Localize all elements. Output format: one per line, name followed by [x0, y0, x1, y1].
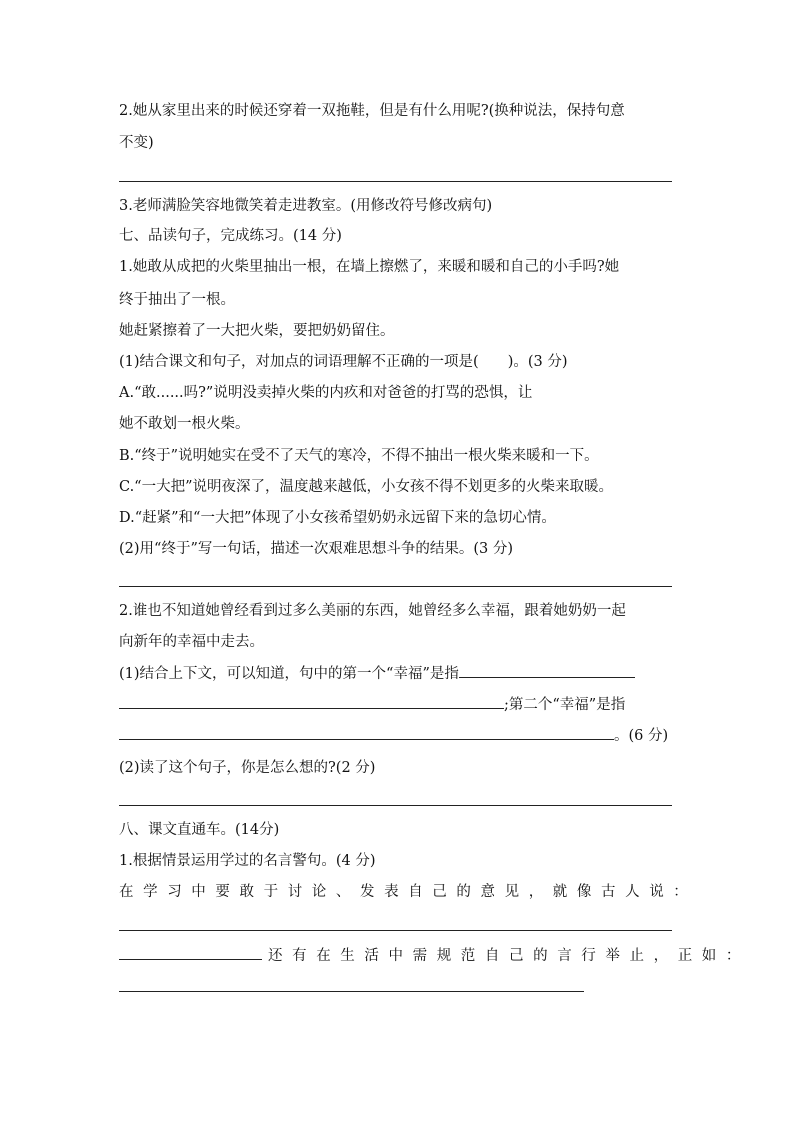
- q8-1-line2: [119, 945, 750, 966]
- answer-line[interactable]: [119, 586, 672, 587]
- q7-2-sub1-a-text: (1)结合上下文，可以知道，句中的第一个“幸福”是指: [119, 666, 459, 682]
- q8-1-line2-text: 还有在生活中需规范自己的言行举止，正如：: [268, 948, 750, 964]
- q7-2-sub1-c: [119, 725, 668, 746]
- option-d: D.“赶紧”和“一大把”体现了小女孩希望奶奶永远留下来的急切心情。: [119, 510, 556, 526]
- q7-2-sub1-b-text: ;第二个“幸福”是指: [504, 697, 626, 713]
- q7-2-sub1-a: [119, 663, 635, 684]
- answer-blank[interactable]: [119, 945, 262, 960]
- q8-1-title: 1.根据情景运用学过的名言警句。(4 分): [119, 853, 376, 869]
- answer-line[interactable]: [119, 991, 584, 992]
- q7-2-line2: 向新年的幸福中走去。: [119, 634, 264, 650]
- answer-line[interactable]: [119, 930, 672, 931]
- answer-line[interactable]: [119, 805, 672, 806]
- q7-1-line1: 1.她敢从成把的火柴里抽出一根，在墙上擦燃了，来暖和暖和自己的小手吗?她: [119, 259, 620, 275]
- answer-blank[interactable]: [119, 725, 614, 740]
- section8-title: 八、课文直通车。(14分): [119, 822, 280, 838]
- answer-blank[interactable]: [459, 663, 635, 678]
- q7-1-line3: 她赶紧擦着了一大把火柴，要把奶奶留住。: [119, 323, 395, 339]
- option-a-line2: 她不敢划一根火柴。: [119, 416, 250, 432]
- q7-2-sub2: (2)读了这个句子，你是怎么想的?(2 分): [119, 760, 376, 776]
- q7-2-sub1-b: [119, 694, 625, 715]
- option-c: C.“一大把”说明夜深了，温度越来越低，小女孩不得不划更多的火柴来取暖。: [119, 479, 614, 495]
- section7-title: 七、品读句子，完成练习。(14 分): [119, 228, 342, 244]
- q7-1-line2: 终于抽出了一根。: [119, 292, 235, 308]
- option-a-line1: A.“敢......吗?”说明没卖掉火柴的内疚和对爸爸的打骂的恐惧，让: [119, 385, 533, 401]
- q7-1-sub2: (2)用“终于”写一句话，描述一次艰难思想斗争的结果。(3 分): [119, 541, 514, 557]
- answer-blank[interactable]: [119, 694, 504, 709]
- q6-3: 3.老师满脸笑容地微笑着走进教室。(用修改符号修改病句): [119, 198, 493, 214]
- q6-2-line1: 2.她从家里出来的时候还穿着一双拖鞋，但是有什么用呢?(换种说法，保持句意: [119, 103, 625, 119]
- answer-line[interactable]: [119, 181, 672, 182]
- q7-2-sub1-c-text: 。(6 分): [614, 728, 669, 744]
- q8-1-line1: 在学习中要敢于讨论、发表自己的意见，就像古人说：: [119, 884, 698, 900]
- q7-2-line1: 2.谁也不知道她曾经看到过多么美丽的东西，她曾经多么幸福，跟着她奶奶一起: [119, 603, 626, 619]
- option-b: B.“终于”说明她实在受不了天气的寒冷，不得不抽出一根火柴来暖和一下。: [119, 448, 599, 464]
- q6-2-line2: 不变): [119, 135, 154, 151]
- q7-1-sub1: (1)结合课文和句子，对加点的词语理解不正确的一项是( )。(3 分): [119, 354, 568, 370]
